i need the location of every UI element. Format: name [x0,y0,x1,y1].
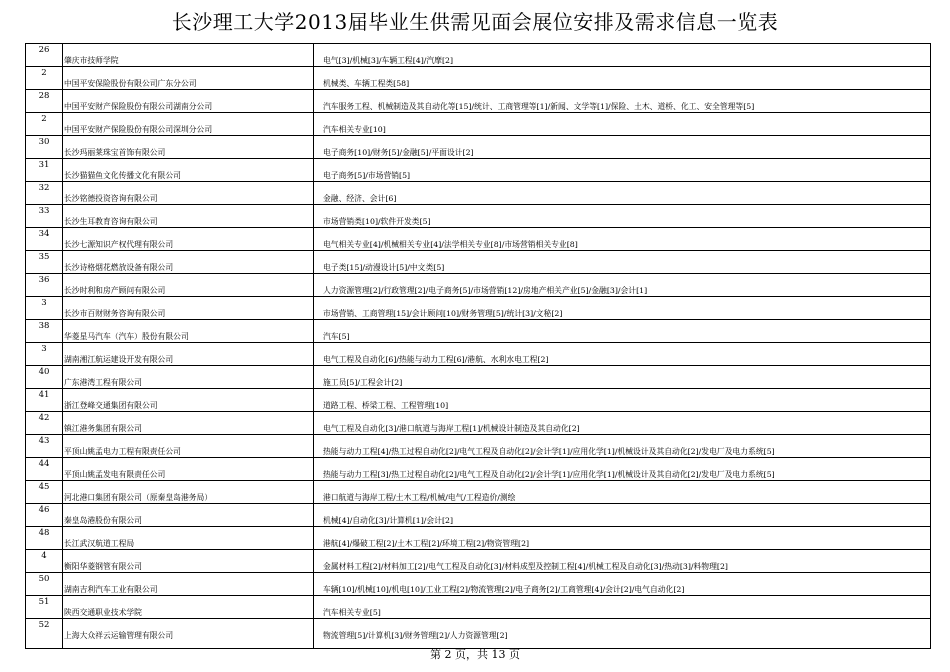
demand-info: 金融、经济、会计[6] [323,194,397,203]
demand-info: 人力资源管理[2]/行政管理[2]/电子商务[5]/市场营销[12]/房地产相关产业[5]/金融[3]/会计[1] [323,286,648,295]
table-row [26,113,930,136]
company-name: 长沙生耳教育咨询有限公司 [64,217,158,226]
company-name: 长沙时利和房产顾问有限公司 [64,286,166,295]
demand-info: 电气工程及自动化[3]/港口航道与海岸工程[1]/机械设计制造及其自动化[2] [323,424,580,433]
company-name: 平顶山姚孟电力工程有限责任公司 [64,447,181,456]
demand-info: 港口航道与海岸工程/土木工程/机械/电气/工程造价/测绘 [323,493,516,502]
table-row [26,527,930,550]
table-row [26,297,930,320]
booth-number: 51 [38,597,50,607]
company-name: 肇庆市技师学院 [64,56,119,65]
booth-number: 34 [38,229,50,239]
company-name: 平顶山姚孟发电有限责任公司 [64,470,166,479]
table-row [26,251,930,274]
booth-number: 28 [38,91,50,101]
booth-number: 4 [41,551,47,561]
booth-number: 2 [41,68,47,78]
company-name: 浙江登峰交通集团有限公司 [64,401,158,410]
company-name: 秦皇岛港股份有限公司 [64,516,142,525]
table-row [26,619,930,642]
booth-number: 35 [38,252,50,262]
demand-info: 电子商务[5]/市场营销[5] [323,171,411,180]
company-name: 长沙猫猫鱼文化传播文化有限公司 [64,171,181,180]
demand-info: 车辆[10]/机械[10]/机电[10]/工业工程[2]/物流管理[2]/电子商务[2]/工商管理[4]/会计[2]/电气自动化[2] [323,585,685,594]
table-row [26,136,930,159]
booth-number: 26 [38,45,50,55]
company-name: 长沙铭德投资咨询有限公司 [64,194,158,203]
demand-info: 道路工程、桥梁工程、工程管理[10] [323,401,449,410]
table-row [26,320,930,343]
booth-number: 31 [38,160,50,170]
booth-number: 50 [38,574,50,584]
booth-number: 38 [38,321,50,331]
company-name: 镇江港务集团有限公司 [64,424,142,433]
company-name: 长江武汉航道工程局 [64,539,135,548]
booth-number: 2 [41,114,47,124]
demand-info: 物流管理[5]/计算机[3]/财务管理[2]/人力资源管理[2] [323,631,508,640]
demand-info: 金属材料工程[2]/材料加工[2]/电气工程及自动化[3]/材料成型及控制工程[4]/机械工程及自动化[3]/热动[3]/料物理[2] [323,562,728,571]
table-row [26,435,930,458]
company-name: 长沙玛丽莱珠宝首饰有限公司 [64,148,166,157]
demand-info: 热能与动力工程[3]/热工过程自动化[2]/电气工程及自动化[2]/会计学[1]/应用化学[1]/机械设计及其自动化[2]/发电厂及电力系统[5] [323,470,775,479]
table-row [26,205,930,228]
demand-info: 市场营销类[10]/软件开发类[5] [323,217,431,226]
booth-number: 3 [41,344,47,354]
table-row [26,389,930,412]
booth-number: 44 [38,459,50,469]
table-row [26,596,930,619]
demand-info: 汽车[5] [323,332,350,341]
demand-info: 电气相关专业[4]/机械相关专业[4]/法学相关专业[8]/市场营销相关专业[8] [323,240,578,249]
table-row [26,67,930,90]
booth-number: 46 [38,505,50,515]
demand-info: 汽车相关专业[5] [323,608,381,617]
table-row [26,182,930,205]
booth-number: 30 [38,137,50,147]
table-row [26,159,930,182]
company-name: 陕西交通职业技术学院 [64,608,142,617]
table-row [26,228,930,251]
booth-number: 41 [38,390,50,400]
company-name: 广东港湾工程有限公司 [64,378,142,387]
booth-number: 45 [38,482,50,492]
booth-number: 33 [38,206,50,216]
demand-info: 热能与动力工程[4]/热工过程自动化[2]/电气工程及自动化[2]/会计学[1]/应用化学[1]/机械设计及其自动化[2]/发电厂及电力系统[5] [323,447,775,456]
table-row [26,458,930,481]
booth-number: 40 [38,367,50,377]
company-name: 长沙市百财财务咨询有限公司 [64,309,166,318]
table-row [26,274,930,297]
company-name: 上海大众祥云运输管理有限公司 [64,631,174,640]
booth-number: 32 [38,183,50,193]
demand-info: 市场营销、工商管理[15]/会计顾问[10]/财务管理[5]/统计[3]/文秘[2] [323,309,563,318]
company-name: 中国平安财产保险股份有限公司深圳分公司 [64,125,213,134]
demand-info: 港航[4]/爆破工程[2]/土木工程[2]/环境工程[2]/物资管理[2] [323,539,530,548]
company-name: 中国平安财产保险股份有限公司湖南分公司 [64,102,213,111]
demand-info: 电子类[15]/动漫设计[5]/中文类[5] [323,263,445,272]
company-name: 湖南湘江航运建设开发有限公司 [64,355,174,364]
table-row [26,44,930,67]
company-name: 华菱星马汽车（汽车）股份有限公司 [64,332,189,341]
company-name: 衡阳华菱钢管有限公司 [64,562,142,571]
booth-number: 43 [38,436,50,446]
table-row [26,550,930,573]
booth-table [25,43,931,649]
table-row [26,481,930,504]
demand-info: 电气工程及自动化[6]/热能与动力工程[6]/港航、水利水电工程[2] [323,355,549,364]
company-name: 河北港口集团有限公司（原秦皇岛港务局） [64,493,213,502]
table-row [26,573,930,596]
page-title: 长沙理工大学2013届毕业生供需见面会展位安排及需求信息一览表 [171,10,779,34]
demand-info: 施工员[5]/工程会计[2] [323,378,403,387]
demand-info: 电气[3]/机械[3]/车辆工程[4]/汽摩[2] [323,56,454,65]
demand-info: 电子商务[10]/财务[5]/金融[5]/平面设计[2] [323,148,474,157]
table-row [26,504,930,527]
booth-number: 42 [38,413,50,423]
demand-info: 机械类、车辆工程类[58] [323,79,410,88]
table-row [26,90,930,113]
demand-info: 机械[4]/自动化[3]/计算机[1]/会计[2] [323,516,454,525]
table-body [26,44,930,648]
company-name: 中国平安保险股份有限公司广东分公司 [64,79,197,88]
booth-number: 48 [38,528,50,538]
table-row [26,412,930,435]
page-footer: 第 2 页，共 13 页 [430,648,520,661]
company-name: 湖南吉利汽车工业有限公司 [64,585,158,594]
company-name: 长沙七源知识产权代理有限公司 [64,240,174,249]
booth-number: 36 [38,275,50,285]
table-row [26,343,930,366]
table-row [26,366,930,389]
company-name: 长沙诗格烟花燃放设备有限公司 [64,263,174,272]
booth-number: 52 [38,620,50,630]
demand-info: 汽车相关专业[10] [323,125,386,134]
booth-number: 3 [41,298,47,308]
demand-info: 汽车服务工程、机械制造及其自动化等[15]/统计、工商管理等[1]/新闻、文学等[1]/保险、土木、道桥、化工、安全管理等[5] [323,102,755,111]
